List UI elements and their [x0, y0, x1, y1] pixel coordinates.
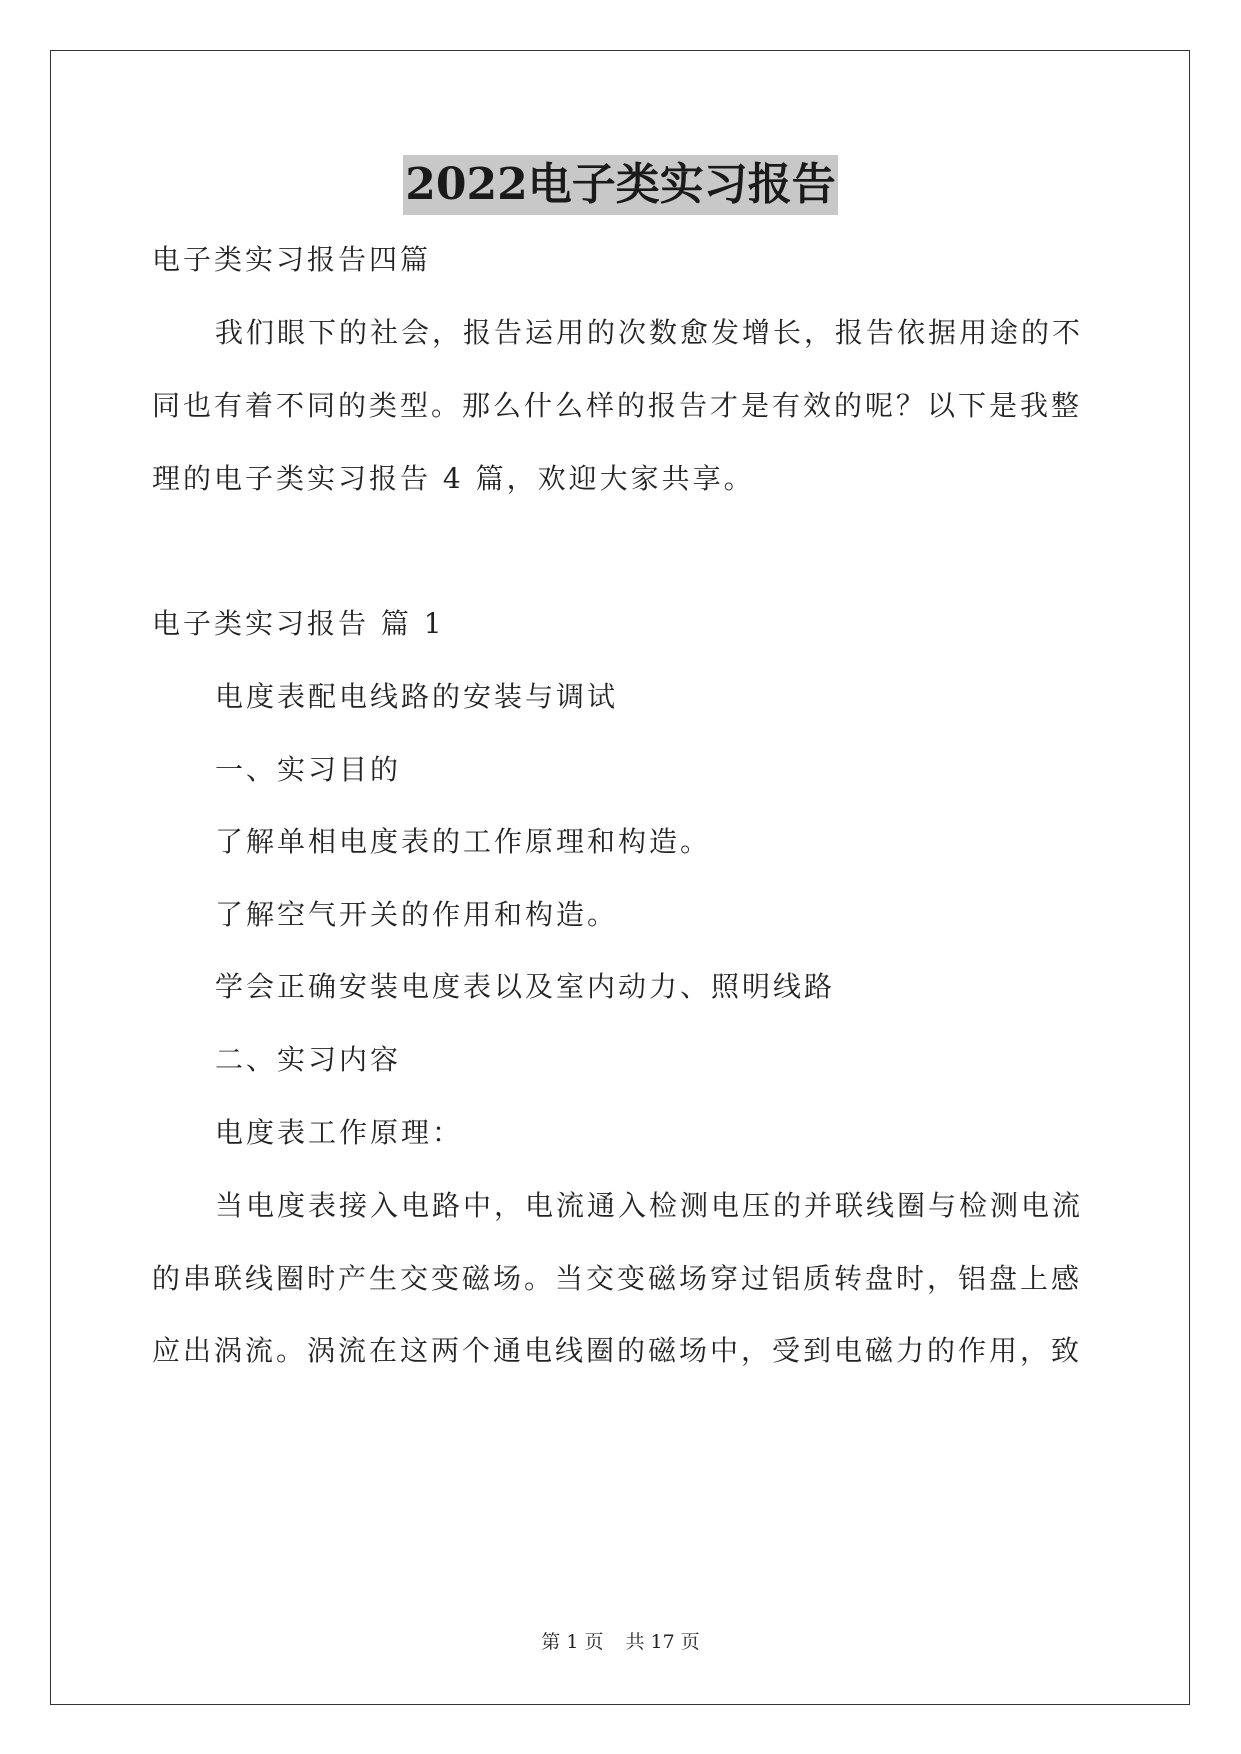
principle-line-3: 应出涡流。涡流在这两个通电线圈的磁场中，受到电磁力的作用，致: [152, 1334, 1083, 1367]
title-container: [0, 155, 1241, 215]
document-title: 2022电子类实习报告: [403, 155, 837, 215]
principle-line-1: 当电度表接入电路中，电流通入检测电压的并联线圈与检测电流: [215, 1189, 1084, 1222]
heading-content: 二、实习内容: [215, 1043, 402, 1076]
purpose-item-3: 学会正确安装电度表以及室内动力、照明线路: [215, 970, 836, 1003]
subtitle: 电子类实习报告四篇: [152, 243, 432, 276]
intro-line-1: 我们眼下的社会，报告运用的次数愈发增长，报告依据用途的不: [215, 316, 1084, 349]
section-heading: 电子类实习报告 篇 1: [152, 607, 445, 640]
purpose-item-2: 了解空气开关的作用和构造。: [215, 898, 619, 931]
intro-line-3: 理的电子类实习报告 4 篇，欢迎大家共享。: [152, 462, 755, 495]
purpose-item-1: 了解单相电度表的工作原理和构造。: [215, 825, 712, 858]
page-footer: [0, 1627, 1241, 1654]
page-number: 第 1 页: [541, 1631, 604, 1653]
principle-line-2: 的串联线圈时产生交变磁场。当交变磁场穿过铝质转盘时，铝盘上感: [152, 1262, 1083, 1295]
principle-label: 电度表工作原理：: [215, 1116, 464, 1149]
heading-purpose: 一、实习目的: [215, 753, 402, 786]
page-total: 共 17 页: [625, 1631, 700, 1653]
intro-line-2: 同也有着不同的类型。那么什么样的报告才是有效的呢？以下是我整: [152, 389, 1083, 422]
section-subject: 电度表配电线路的安装与调试: [215, 680, 619, 713]
page-border: [50, 50, 1190, 1705]
